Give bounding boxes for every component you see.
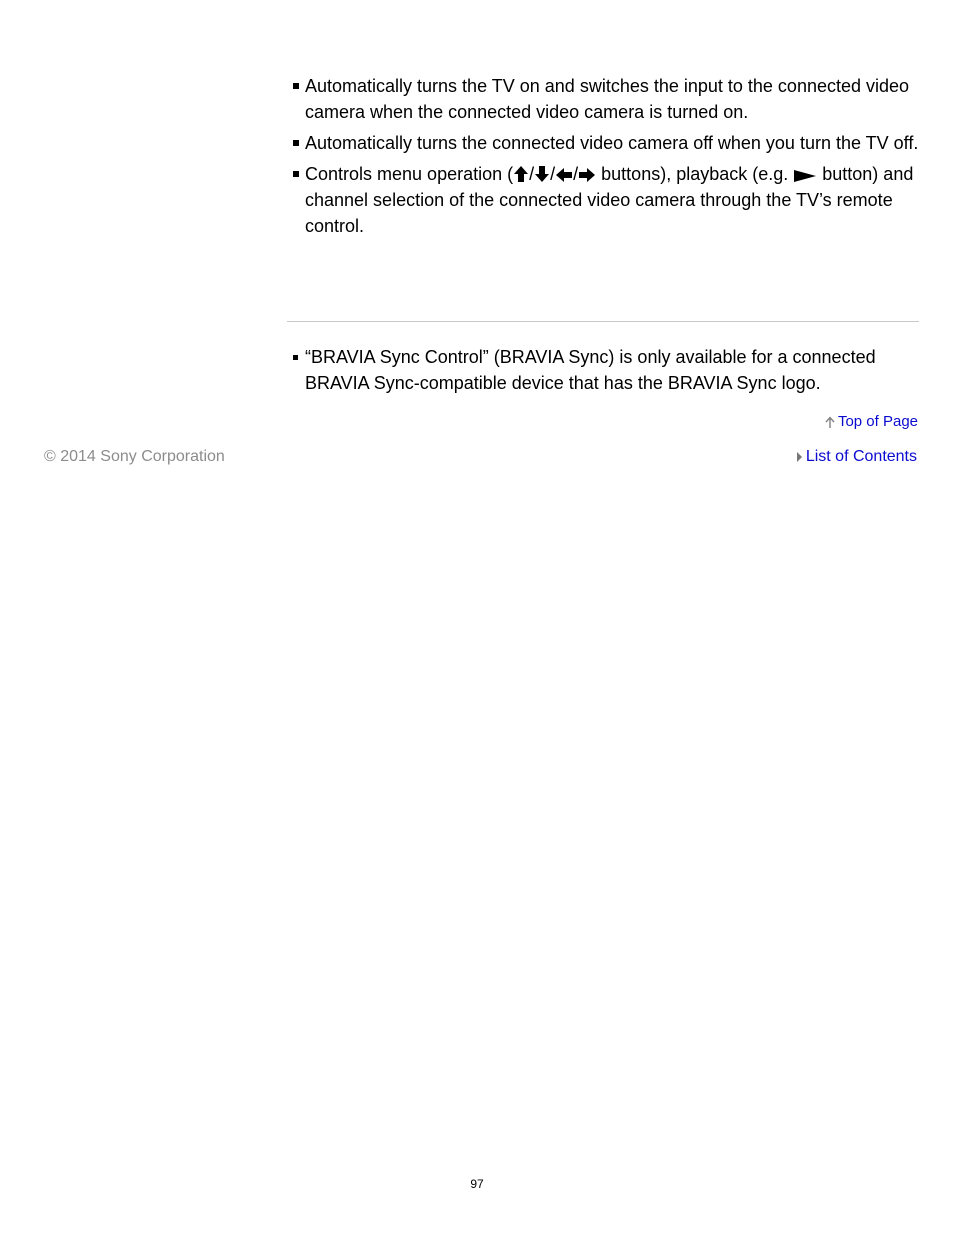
list-item-text-start: Controls menu operation ( (305, 164, 514, 184)
list-item-text: Automatically turns the TV on and switches the input to the connected video camera when the connected video camera is turned on. (305, 76, 910, 122)
list-item-text-end: button) and channel selection of the connected video camera through the TV’s remote control. (305, 164, 914, 236)
top-of-page-label: Top of Page (837, 413, 918, 430)
list-item (292, 73, 920, 125)
section-divider (287, 321, 919, 322)
separator: / (529, 164, 535, 184)
bullet-dot (293, 83, 299, 89)
separator: / (573, 164, 579, 184)
list-item (292, 344, 920, 396)
note-list (292, 344, 920, 401)
bullet-dot (293, 140, 299, 146)
right-arrow-icon (578, 167, 596, 183)
separator: / (550, 164, 556, 184)
list-item-text-mid: buttons), playback (e.g. (596, 164, 794, 184)
top-of-page-link[interactable] (825, 413, 918, 430)
list-item (292, 161, 920, 239)
list-item (292, 130, 920, 156)
copyright: © 2014 Sony Corporation (44, 448, 225, 465)
up-small-arrow-icon (825, 416, 835, 429)
triangle-right-icon (796, 451, 803, 463)
feature-list (292, 73, 920, 244)
list-of-contents-link[interactable] (796, 448, 917, 466)
left-arrow-icon (555, 167, 573, 183)
play-icon (793, 169, 817, 183)
page-number: 97 (470, 1177, 484, 1191)
note-text: “BRAVIA Sync Control” (BRAVIA Sync) is only available for a connected BRAVIA Sync-compatible device that has the BRAVIA Sync logo. (305, 347, 876, 393)
bullet-dot (293, 171, 299, 177)
bullet-dot (293, 355, 298, 360)
up-arrow-icon (513, 165, 529, 183)
list-item-text: Automatically turns the connected video camera off when you turn the TV off. (305, 133, 919, 153)
list-of-contents-label: List of Contents (805, 448, 917, 465)
down-arrow-icon (534, 165, 550, 183)
